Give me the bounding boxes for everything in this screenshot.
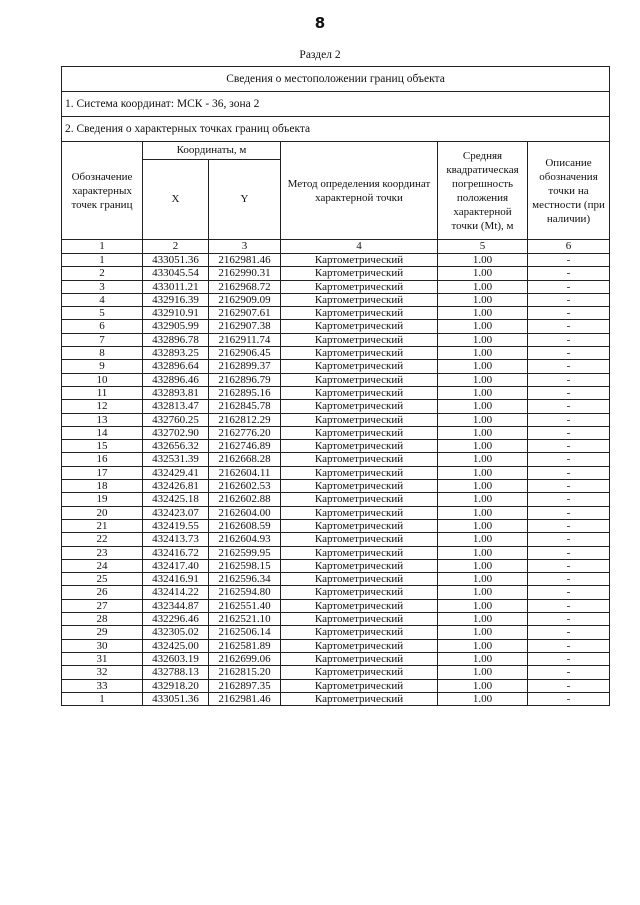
page-number: 8 (314, 14, 326, 32)
table-row (62, 639, 610, 652)
table-row (62, 466, 610, 479)
cell-y: 2162895.16 (209, 386, 281, 399)
cell-x: 432414.22 (143, 586, 209, 599)
cell-point-number: 6 (62, 320, 143, 333)
cell-point-number: 1 (62, 692, 143, 705)
cell-error: 1.00 (438, 506, 528, 519)
cell-y: 2162521.10 (209, 613, 281, 626)
cell-error: 1.00 (438, 679, 528, 692)
cell-y: 2162968.72 (209, 280, 281, 293)
cell-description: - (528, 506, 610, 519)
cell-description: - (528, 493, 610, 506)
cell-description: - (528, 666, 610, 679)
cell-x: 432896.64 (143, 360, 209, 373)
header-description: Описание обозначения точки на местности (при наличии) (528, 142, 610, 240)
cell-method: Картометрический (281, 599, 438, 612)
table-row (62, 493, 610, 506)
cell-method: Картометрический (281, 347, 438, 360)
cell-error: 1.00 (438, 652, 528, 665)
cell-point-number: 8 (62, 347, 143, 360)
cell-x: 432419.55 (143, 519, 209, 532)
cell-description: - (528, 320, 610, 333)
cell-x: 432416.72 (143, 546, 209, 559)
cell-y: 2162551.40 (209, 599, 281, 612)
table-row (62, 426, 610, 439)
cell-error: 1.00 (438, 440, 528, 453)
cell-y: 2162506.14 (209, 626, 281, 639)
cell-method: Картометрический (281, 440, 438, 453)
cell-y: 2162604.11 (209, 466, 281, 479)
cell-x: 432344.87 (143, 599, 209, 612)
coordinate-system: 1. Система координат: МСК - 36, зона 2 (62, 92, 610, 117)
cell-x: 432813.47 (143, 400, 209, 413)
cell-method: Картометрический (281, 613, 438, 626)
cell-description: - (528, 519, 610, 532)
cell-description: - (528, 573, 610, 586)
column-number: 4 (281, 240, 438, 254)
cell-method: Картометрический (281, 453, 438, 466)
cell-error: 1.00 (438, 533, 528, 546)
cell-y: 2162608.59 (209, 519, 281, 532)
table-row (62, 440, 610, 453)
cell-error: 1.00 (438, 586, 528, 599)
table-row (62, 400, 610, 413)
table-row (62, 333, 610, 346)
cell-error: 1.00 (438, 320, 528, 333)
cell-description: - (528, 267, 610, 280)
table-row (62, 679, 610, 692)
cell-point-number: 25 (62, 573, 143, 586)
cell-y: 2162602.53 (209, 480, 281, 493)
cell-x: 432413.73 (143, 533, 209, 546)
cell-x: 432760.25 (143, 413, 209, 426)
cell-error: 1.00 (438, 573, 528, 586)
cell-description: - (528, 254, 610, 267)
table-row (62, 559, 610, 572)
cell-point-number: 32 (62, 666, 143, 679)
cell-x: 433051.36 (143, 692, 209, 705)
cell-method: Картометрический (281, 559, 438, 572)
cell-y: 2162909.09 (209, 293, 281, 306)
cell-error: 1.00 (438, 293, 528, 306)
cell-x: 432426.81 (143, 480, 209, 493)
cell-error: 1.00 (438, 466, 528, 479)
cell-x: 432531.39 (143, 453, 209, 466)
column-number: 2 (143, 240, 209, 254)
cell-point-number: 31 (62, 652, 143, 665)
cell-x: 433045.54 (143, 267, 209, 280)
cell-method: Картометрический (281, 413, 438, 426)
cell-x: 432905.99 (143, 320, 209, 333)
cell-description: - (528, 546, 610, 559)
points-heading: 2. Сведения о характерных точках границ объекта (62, 117, 610, 142)
cell-point-number: 13 (62, 413, 143, 426)
cell-y: 2162668.28 (209, 453, 281, 466)
cell-y: 2162981.46 (209, 254, 281, 267)
cell-method: Картометрический (281, 506, 438, 519)
boundary-points-table (61, 66, 610, 706)
cell-method: Картометрический (281, 360, 438, 373)
cell-y: 2162815.20 (209, 666, 281, 679)
cell-description: - (528, 679, 610, 692)
cell-y: 2162990.31 (209, 267, 281, 280)
table-row (62, 453, 610, 466)
table-row (62, 652, 610, 665)
cell-x: 432425.18 (143, 493, 209, 506)
cell-error: 1.00 (438, 413, 528, 426)
cell-error: 1.00 (438, 519, 528, 532)
table-row (62, 533, 610, 546)
cell-method: Картометрический (281, 519, 438, 532)
cell-method: Картометрический (281, 254, 438, 267)
cell-description: - (528, 413, 610, 426)
cell-x: 432656.32 (143, 440, 209, 453)
cell-y: 2162896.79 (209, 373, 281, 386)
table-row (62, 546, 610, 559)
cell-y: 2162699.06 (209, 652, 281, 665)
header-point: Обозначение характерных точек границ (62, 142, 143, 240)
table-row (62, 692, 610, 705)
cell-method: Картометрический (281, 493, 438, 506)
cell-error: 1.00 (438, 307, 528, 320)
cell-x: 432425.00 (143, 639, 209, 652)
cell-description: - (528, 559, 610, 572)
table-row (62, 254, 610, 267)
cell-y: 2162911.74 (209, 333, 281, 346)
cell-method: Картометрический (281, 400, 438, 413)
cell-method: Картометрический (281, 679, 438, 692)
cell-method: Картометрический (281, 333, 438, 346)
cell-y: 2162845.78 (209, 400, 281, 413)
table-row (62, 386, 610, 399)
section-label: Раздел 2 (299, 49, 341, 61)
cell-description: - (528, 373, 610, 386)
cell-y: 2162776.20 (209, 426, 281, 439)
cell-error: 1.00 (438, 453, 528, 466)
cell-description: - (528, 692, 610, 705)
cell-point-number: 15 (62, 440, 143, 453)
cell-method: Картометрический (281, 307, 438, 320)
cell-method: Картометрический (281, 373, 438, 386)
table-row (62, 626, 610, 639)
table-row (62, 519, 610, 532)
table-row (62, 573, 610, 586)
table-row (62, 293, 610, 306)
cell-point-number: 19 (62, 493, 143, 506)
cell-error: 1.00 (438, 400, 528, 413)
cell-error: 1.00 (438, 347, 528, 360)
cell-point-number: 2 (62, 267, 143, 280)
cell-point-number: 28 (62, 613, 143, 626)
column-number: 1 (62, 240, 143, 254)
cell-x: 432893.25 (143, 347, 209, 360)
cell-x: 432896.46 (143, 373, 209, 386)
cell-method: Картометрический (281, 320, 438, 333)
table-row (62, 267, 610, 280)
cell-y: 2162581.89 (209, 639, 281, 652)
cell-method: Картометрический (281, 546, 438, 559)
cell-description: - (528, 639, 610, 652)
cell-error: 1.00 (438, 546, 528, 559)
cell-x: 432429.41 (143, 466, 209, 479)
cell-error: 1.00 (438, 613, 528, 626)
cell-point-number: 26 (62, 586, 143, 599)
cell-x: 433011.21 (143, 280, 209, 293)
cell-y: 2162981.46 (209, 692, 281, 705)
table-row (62, 360, 610, 373)
cell-y: 2162746.89 (209, 440, 281, 453)
cell-description: - (528, 453, 610, 466)
cell-point-number: 18 (62, 480, 143, 493)
cell-error: 1.00 (438, 254, 528, 267)
table-row (62, 506, 610, 519)
cell-point-number: 12 (62, 400, 143, 413)
cell-description: - (528, 360, 610, 373)
cell-point-number: 21 (62, 519, 143, 532)
cell-x: 432896.78 (143, 333, 209, 346)
cell-point-number: 20 (62, 506, 143, 519)
cell-description: - (528, 599, 610, 612)
cell-method: Картометрический (281, 426, 438, 439)
cell-method: Картометрический (281, 293, 438, 306)
header-error: Средняя квадратическая погрешность положения характерной точки (Mt), м (438, 142, 528, 240)
cell-y: 2162598.15 (209, 559, 281, 572)
table-title: Сведения о местоположении границ объекта (62, 67, 610, 92)
header-y: Y (209, 160, 281, 240)
cell-description: - (528, 347, 610, 360)
cell-error: 1.00 (438, 599, 528, 612)
cell-method: Картометрический (281, 586, 438, 599)
column-number: 3 (209, 240, 281, 254)
table-row (62, 280, 610, 293)
cell-error: 1.00 (438, 626, 528, 639)
cell-y: 2162907.38 (209, 320, 281, 333)
cell-point-number: 7 (62, 333, 143, 346)
cell-description: - (528, 586, 610, 599)
cell-x: 432417.40 (143, 559, 209, 572)
cell-error: 1.00 (438, 333, 528, 346)
cell-x: 433051.36 (143, 254, 209, 267)
cell-point-number: 30 (62, 639, 143, 652)
cell-error: 1.00 (438, 692, 528, 705)
cell-point-number: 11 (62, 386, 143, 399)
cell-y: 2162594.80 (209, 586, 281, 599)
table-row (62, 320, 610, 333)
table-row (62, 599, 610, 612)
column-number: 6 (528, 240, 610, 254)
cell-x: 432603.19 (143, 652, 209, 665)
cell-y: 2162906.45 (209, 347, 281, 360)
cell-point-number: 3 (62, 280, 143, 293)
cell-point-number: 10 (62, 373, 143, 386)
cell-description: - (528, 280, 610, 293)
cell-point-number: 1 (62, 254, 143, 267)
table-row (62, 586, 610, 599)
cell-x: 432910.91 (143, 307, 209, 320)
cell-error: 1.00 (438, 360, 528, 373)
cell-error: 1.00 (438, 426, 528, 439)
cell-method: Картометрический (281, 573, 438, 586)
cell-y: 2162897.35 (209, 679, 281, 692)
cell-method: Картометрический (281, 480, 438, 493)
cell-point-number: 24 (62, 559, 143, 572)
cell-y: 2162604.93 (209, 533, 281, 546)
cell-x: 432296.46 (143, 613, 209, 626)
cell-point-number: 16 (62, 453, 143, 466)
cell-description: - (528, 440, 610, 453)
cell-x: 432918.20 (143, 679, 209, 692)
table-row (62, 666, 610, 679)
cell-y: 2162899.37 (209, 360, 281, 373)
cell-point-number: 23 (62, 546, 143, 559)
cell-method: Картометрический (281, 533, 438, 546)
cell-y: 2162602.88 (209, 493, 281, 506)
cell-description: - (528, 293, 610, 306)
cell-error: 1.00 (438, 480, 528, 493)
cell-point-number: 9 (62, 360, 143, 373)
cell-point-number: 5 (62, 307, 143, 320)
header-method: Метод определения координат характерной точки (281, 142, 438, 240)
cell-method: Картометрический (281, 666, 438, 679)
cell-y: 2162812.29 (209, 413, 281, 426)
cell-error: 1.00 (438, 559, 528, 572)
cell-y: 2162907.61 (209, 307, 281, 320)
cell-method: Картометрический (281, 267, 438, 280)
table-row (62, 413, 610, 426)
cell-y: 2162604.00 (209, 506, 281, 519)
cell-description: - (528, 466, 610, 479)
table-row (62, 307, 610, 320)
cell-description: - (528, 626, 610, 639)
cell-point-number: 22 (62, 533, 143, 546)
cell-y: 2162599.95 (209, 546, 281, 559)
cell-description: - (528, 400, 610, 413)
cell-point-number: 4 (62, 293, 143, 306)
cell-point-number: 29 (62, 626, 143, 639)
cell-y: 2162596.34 (209, 573, 281, 586)
header-coordinates: Координаты, м (143, 142, 281, 160)
cell-description: - (528, 480, 610, 493)
cell-point-number: 27 (62, 599, 143, 612)
column-number: 5 (438, 240, 528, 254)
cell-error: 1.00 (438, 386, 528, 399)
cell-method: Картометрический (281, 626, 438, 639)
cell-error: 1.00 (438, 267, 528, 280)
cell-x: 432423.07 (143, 506, 209, 519)
cell-error: 1.00 (438, 639, 528, 652)
cell-error: 1.00 (438, 493, 528, 506)
cell-x: 432702.90 (143, 426, 209, 439)
cell-x: 432788.13 (143, 666, 209, 679)
cell-point-number: 17 (62, 466, 143, 479)
cell-method: Картометрический (281, 386, 438, 399)
cell-method: Картометрический (281, 280, 438, 293)
cell-error: 1.00 (438, 280, 528, 293)
cell-point-number: 33 (62, 679, 143, 692)
cell-method: Картометрический (281, 466, 438, 479)
cell-method: Картометрический (281, 652, 438, 665)
cell-x: 432893.81 (143, 386, 209, 399)
cell-x: 432416.91 (143, 573, 209, 586)
cell-x: 432916.39 (143, 293, 209, 306)
cell-method: Картометрический (281, 692, 438, 705)
header-x: X (143, 160, 209, 240)
cell-description: - (528, 333, 610, 346)
cell-description: - (528, 426, 610, 439)
cell-method: Картометрический (281, 639, 438, 652)
table-row (62, 347, 610, 360)
table-row (62, 373, 610, 386)
cell-description: - (528, 307, 610, 320)
cell-error: 1.00 (438, 373, 528, 386)
cell-x: 432305.02 (143, 626, 209, 639)
table-row (62, 480, 610, 493)
cell-description: - (528, 652, 610, 665)
cell-point-number: 14 (62, 426, 143, 439)
cell-description: - (528, 386, 610, 399)
cell-error: 1.00 (438, 666, 528, 679)
cell-description: - (528, 533, 610, 546)
table-row (62, 613, 610, 626)
cell-description: - (528, 613, 610, 626)
